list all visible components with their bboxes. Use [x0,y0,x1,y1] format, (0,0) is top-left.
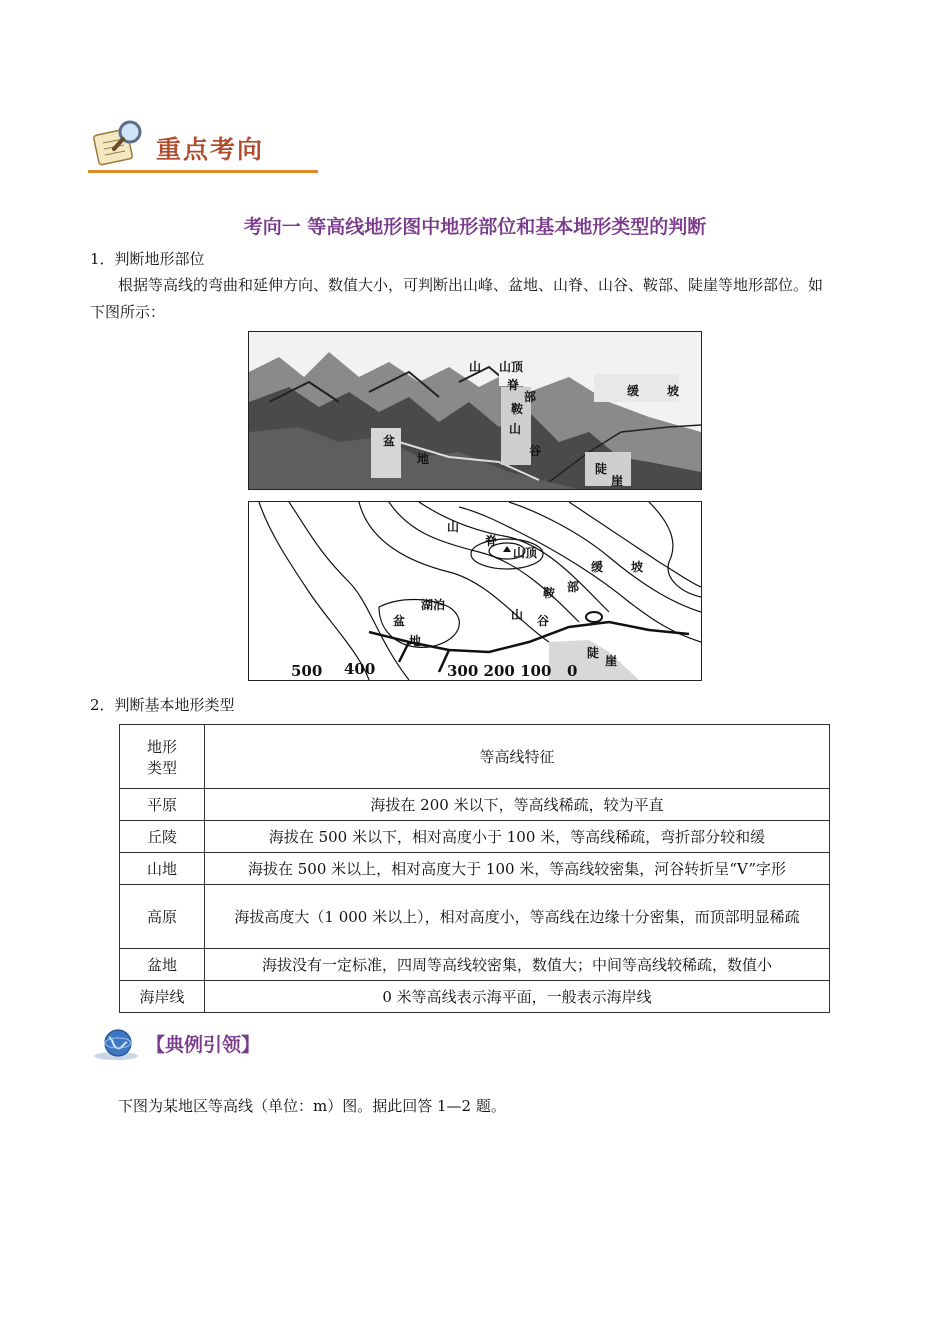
label-cliff-ya: 崖 [611,474,624,488]
contour-map-image [249,502,701,680]
contour-value-300-0: 300 200 100 0 [447,662,578,680]
table-row [120,885,830,949]
table-cell-feature: 海拔在 200 米以下，等高线稀疏，较为平直 [205,789,830,821]
label-valley-gu: 谷 [529,444,542,458]
label-summit: 山顶 [513,546,538,560]
label-summit: 山顶 [499,360,524,374]
table-row [120,949,830,981]
label-valley-shan: 山 [511,608,524,622]
item1-paragraph-line1: 根据等高线的弯曲和延伸方向、数值大小，可判断出山峰、盆地、山脊、山谷、鞍部、陡崖等地形部位。如 [118,276,824,294]
table-header-row [120,725,830,789]
table-row [120,853,830,885]
section-title: 考向一 等高线地形图中地形部位和基本地形类型的判断 [243,216,707,238]
label-basin-pen: 盆 [393,614,406,628]
example-intro: 下图为某地区等高线（单位：m）图。据此回答 1—2 题。 [118,1097,506,1115]
table-cell-type: 丘陵 [120,821,205,853]
table-cell-type: 高原 [120,885,205,949]
item2-heading: 2．判断基本地形类型 [90,696,235,714]
label-valley-shan: 山 [509,422,522,436]
table-row [120,981,830,1013]
table-cell-type: 平原 [120,789,205,821]
contour-map-figure [248,501,702,681]
label-lake: 湖泊 [421,598,446,612]
label-gentle-huan: 缓 [627,384,640,398]
landscape-sketch-image [249,332,701,489]
key-topic-banner [88,116,318,176]
table-cell-type: 山地 [120,853,205,885]
label-valley-gu: 谷 [537,614,550,628]
label-basin-pen: 盆 [383,434,396,448]
label-cliff-dou: 陡 [595,462,608,476]
key-topic-title: 重点考向 [156,135,265,164]
label-gentle-po: 坡 [667,384,680,398]
table-row [120,821,830,853]
label-cliff-ya: 崖 [605,654,618,668]
label-gentle-po: 坡 [631,560,644,574]
magnifier-notepad-icon [90,118,148,170]
table-header-type [120,725,205,789]
table-row [120,789,830,821]
label-ridge-shan: 山 [469,360,482,374]
landscape-sketch-figure [248,331,702,490]
table-header-type-line1: 地形 [146,737,177,756]
table-cell-feature: 海拔没有一定标准，四周等高线较密集，数值大；中间等高线较稀疏，数值小 [205,949,830,981]
label-basin-di: 地 [409,634,422,648]
label-ridge-ji: 脊 [507,378,520,392]
contour-value-500: 500 [291,662,323,680]
label-ridge-ji: 脊 [485,534,498,548]
table-cell-type: 盆地 [120,949,205,981]
label-gentle-huan: 缓 [591,560,604,574]
example-title: 【典例引领】 [146,1034,261,1056]
label-saddle-an: 鞍 [543,586,556,600]
table-header-feature: 等高线特征 [205,725,830,789]
item1-paragraph-line2: 下图所示： [90,303,166,321]
table-cell-feature: 海拔高度大（1 000 米以上），相对高度小，等高线在边缘十分密集，而顶部明显稀疏 [205,885,830,949]
globe-icon [92,1028,144,1062]
label-cliff-dou: 陡 [587,646,600,660]
table-cell-feature: 0 米等高线表示海平面，一般表示海岸线 [205,981,830,1013]
table-cell-feature: 海拔在 500 米以下，相对高度小于 100 米，等高线稀疏，弯折部分较和缓 [205,821,830,853]
label-saddle-an: 鞍 [511,402,524,416]
item1-heading: 1．判断地形部位 [90,250,205,268]
table-cell-type: 海岸线 [120,981,205,1013]
table-cell-feature: 海拔在 500 米以上，相对高度大于 100 米，等高线较密集，河谷转折呈“V”字形 [205,853,830,885]
header-underline [88,170,318,173]
table-header-type-line2: 类型 [146,758,177,777]
label-saddle-bu: 部 [524,390,537,404]
label-saddle-bu: 部 [567,580,580,594]
label-basin-di: 地 [417,452,430,466]
label-ridge-shan: 山 [447,520,460,534]
terrain-type-table [119,724,830,1013]
contour-value-400: 400 [344,660,376,678]
